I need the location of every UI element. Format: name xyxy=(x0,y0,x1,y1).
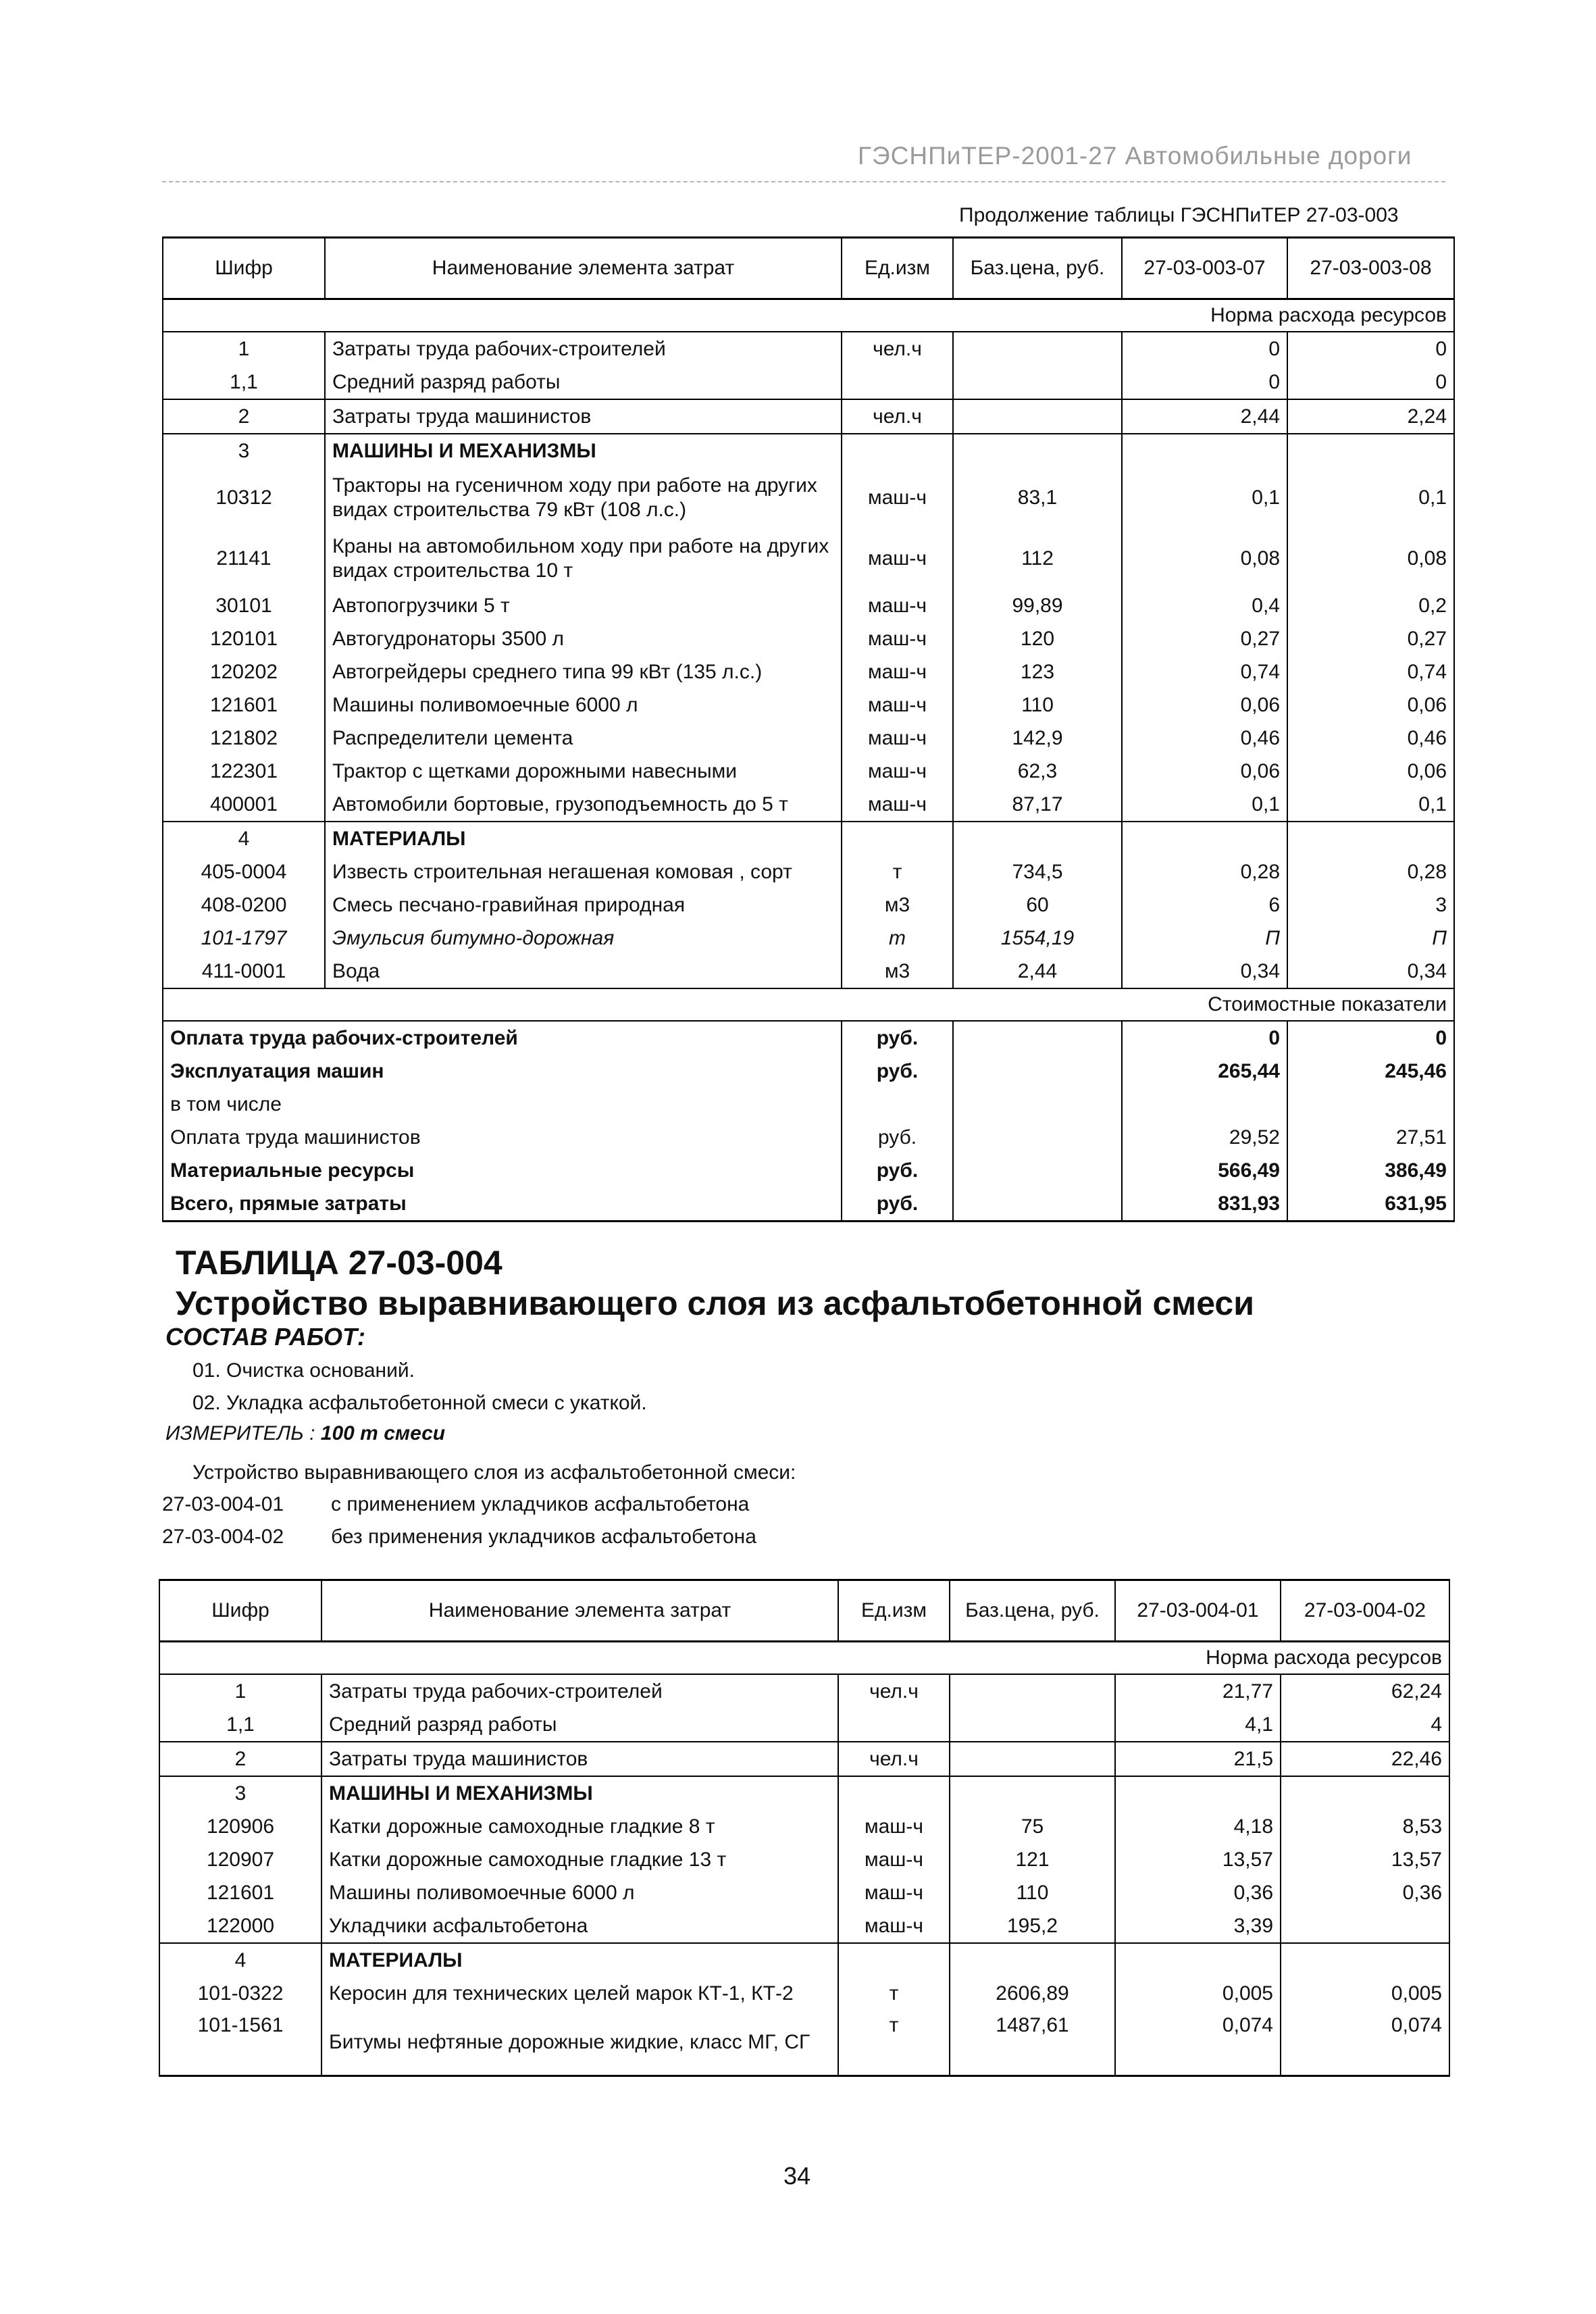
cell-code: 1 xyxy=(163,332,325,366)
meter-value: 100 т смеси xyxy=(320,1422,446,1444)
cell-code: 405-0004 xyxy=(163,855,325,888)
section-row xyxy=(159,1776,1449,1810)
cell-unit: маш-ч xyxy=(842,722,953,755)
cell-code: 101-0322 xyxy=(159,1977,321,2010)
table-row xyxy=(159,1742,1449,1776)
table-row xyxy=(163,922,1454,955)
header-variant-07: 27-03-003-07 xyxy=(1122,238,1287,299)
cell-price: 62,3 xyxy=(953,755,1122,788)
cell-name: Трактор с щетками дорожными навесными xyxy=(325,755,842,788)
cell-name: Известь строительная негашеная комовая , сорт xyxy=(325,855,842,888)
cell-price: 120 xyxy=(953,622,1122,655)
cell-price: 2,44 xyxy=(953,955,1122,988)
cell-value: П xyxy=(1122,922,1287,955)
cell-code: 122301 xyxy=(163,755,325,788)
cost-value: 265,44 xyxy=(1122,1055,1287,1088)
cell-code: 400001 xyxy=(163,788,325,822)
cell-code: 101-1561 xyxy=(159,2010,321,2076)
cell-unit: т xyxy=(842,855,953,888)
cell-unit xyxy=(838,1943,950,1977)
cell-unit: м3 xyxy=(842,888,953,922)
cost-row xyxy=(163,1088,1454,1121)
cell-unit: маш-ч xyxy=(842,622,953,655)
cell-value: 62,24 xyxy=(1281,1674,1449,1708)
cost-value: 29,52 xyxy=(1122,1121,1287,1154)
page-number: 34 xyxy=(783,2162,811,2190)
cell-value xyxy=(1122,822,1287,855)
section-title: МАТЕРИАЛЫ xyxy=(325,822,842,855)
cell-unit xyxy=(842,434,953,468)
table-row xyxy=(163,788,1454,822)
cell-code: 411-0001 xyxy=(163,955,325,988)
table-row xyxy=(159,1674,1449,1708)
header-unit: Ед.изм xyxy=(838,1580,950,1642)
cell-value: 0,4 xyxy=(1122,589,1287,622)
header-name: Наименование элемента затрат xyxy=(321,1580,838,1642)
cell-value: 0,36 xyxy=(1115,1876,1281,1909)
section-row xyxy=(163,822,1454,855)
cell-name: Средний разряд работы xyxy=(325,366,842,399)
cell-unit: чел.ч xyxy=(842,399,953,434)
cell-value: 21,5 xyxy=(1115,1742,1281,1776)
cell-unit: м3 xyxy=(842,955,953,988)
cost-empty xyxy=(953,1088,1122,1121)
cost-row xyxy=(163,1021,1454,1055)
cell-unit: т xyxy=(842,922,953,955)
section-title: МАШИНЫ И МЕХАНИЗМЫ xyxy=(321,1776,838,1810)
cell-price: 83,1 xyxy=(953,468,1122,528)
cell-code: 120101 xyxy=(163,622,325,655)
cell-name: Затраты труда рабочих-строителей xyxy=(321,1674,838,1708)
variant-text: без применения укладчиков асфальтобетона xyxy=(331,1526,756,1548)
cell-code: 10312 xyxy=(163,468,325,528)
table-row xyxy=(163,622,1454,655)
cost-table-27-03-004 xyxy=(159,1579,1450,2077)
cost-row xyxy=(163,1187,1454,1222)
cell-code: 1,1 xyxy=(159,1708,321,1742)
cell-price xyxy=(950,1674,1115,1708)
table-continuation-label: Продолжение таблицы ГЭСНПиТЕР 27-03-003 xyxy=(959,204,1399,226)
operation-item: 02. Укладка асфальтобетонной смеси с укаткой. xyxy=(192,1392,647,1414)
cell-price: 142,9 xyxy=(953,722,1122,755)
norm-label-row xyxy=(163,299,1454,332)
cost-name: Всего, прямые затраты xyxy=(163,1187,842,1222)
table-row xyxy=(163,722,1454,755)
cost-row xyxy=(163,1055,1454,1088)
table-row xyxy=(163,655,1454,688)
cell-price: 60 xyxy=(953,888,1122,922)
cell-name: Битумы нефтяные дорожные жидкие, класс МГ, СГ xyxy=(321,2010,838,2076)
cell-unit: т xyxy=(838,1977,950,2010)
cell-value: 0,06 xyxy=(1122,688,1287,722)
table-row xyxy=(163,366,1454,399)
cell-value: 2,44 xyxy=(1122,399,1287,434)
cell-name: Машины поливомоечные 6000 л xyxy=(321,1876,838,1909)
cost-label-row xyxy=(163,988,1454,1021)
cell-name: Распределители цемента xyxy=(325,722,842,755)
cell-price: 87,17 xyxy=(953,788,1122,822)
cell-price: 75 xyxy=(950,1810,1115,1843)
cost-unit: руб. xyxy=(842,1121,953,1154)
cost-unit: руб. xyxy=(842,1187,953,1222)
cell-value: 4 xyxy=(1281,1708,1449,1742)
variant-description: Устройство выравнивающего слоя из асфальтобетонной смеси: xyxy=(192,1461,796,1484)
table-subtitle: Устройство выравнивающего слоя из асфальтобетонной смеси xyxy=(176,1284,1254,1322)
norm-label-row xyxy=(159,1642,1449,1675)
cell-code: 1,1 xyxy=(163,366,325,399)
cell-price xyxy=(953,366,1122,399)
meter-label: ИЗМЕРИТЕЛЬ : xyxy=(165,1422,315,1444)
variant-text: с применением укладчиков асфальтобетона xyxy=(331,1493,750,1515)
cell-value: 0,27 xyxy=(1122,622,1287,655)
cell-unit: маш-ч xyxy=(838,1876,950,1909)
cell-price: 99,89 xyxy=(953,589,1122,622)
header-code: Шифр xyxy=(163,238,325,299)
cell-code: 121802 xyxy=(163,722,325,755)
table-header-row xyxy=(159,1580,1449,1642)
cell-value: 0,36 xyxy=(1281,1876,1449,1909)
cell-value: 0,74 xyxy=(1122,655,1287,688)
cost-label: Стоимостные показатели xyxy=(163,988,1454,1021)
cost-value: 386,49 xyxy=(1287,1154,1454,1187)
cell-unit: маш-ч xyxy=(842,655,953,688)
cell-value: 0,1 xyxy=(1122,788,1287,822)
cell-name: Автогрейдеры среднего типа 99 кВт (135 л.с.) xyxy=(325,655,842,688)
cell-value: 0,1 xyxy=(1287,468,1454,528)
cell-code: 122000 xyxy=(159,1909,321,1943)
cell-value: 0,06 xyxy=(1287,688,1454,722)
table-row xyxy=(163,332,1454,366)
cell-code: 101-1797 xyxy=(163,922,325,955)
cell-value: 0,074 xyxy=(1115,2010,1281,2076)
cell-price xyxy=(950,1742,1115,1776)
cell-value: 0,06 xyxy=(1122,755,1287,788)
cell-price: 2606,89 xyxy=(950,1977,1115,2010)
cell-value xyxy=(1115,1943,1281,1977)
cell-value: 4,18 xyxy=(1115,1810,1281,1843)
cell-unit xyxy=(838,1708,950,1742)
cell-code: 4 xyxy=(163,822,325,855)
cost-name: Материальные ресурсы xyxy=(163,1154,842,1187)
composition-label: СОСТАВ РАБОТ: xyxy=(165,1323,365,1351)
cell-name: Автогудронаторы 3500 л xyxy=(325,622,842,655)
cost-empty xyxy=(953,1121,1122,1154)
cell-value: 22,46 xyxy=(1281,1742,1449,1776)
section-title: МАШИНЫ И МЕХАНИЗМЫ xyxy=(325,434,842,468)
cell-price: 121 xyxy=(950,1843,1115,1876)
cell-price: 195,2 xyxy=(950,1909,1115,1943)
cost-empty xyxy=(953,1187,1122,1222)
cost-row xyxy=(163,1121,1454,1154)
cell-value xyxy=(1287,434,1454,468)
cell-value: 4,1 xyxy=(1115,1708,1281,1742)
cost-table-27-03-003 xyxy=(162,236,1455,1222)
cell-value: 0 xyxy=(1122,332,1287,366)
cell-value: 2,24 xyxy=(1287,399,1454,434)
cell-unit: чел.ч xyxy=(838,1742,950,1776)
cell-code: 121601 xyxy=(163,688,325,722)
cell-price xyxy=(953,434,1122,468)
table-title: ТАБЛИЦА 27-03-004 xyxy=(176,1244,503,1282)
cell-value: 0,08 xyxy=(1287,528,1454,589)
cost-value: 631,95 xyxy=(1287,1187,1454,1222)
cell-value: 0 xyxy=(1287,366,1454,399)
cell-price: 110 xyxy=(950,1876,1115,1909)
cost-value xyxy=(1287,1088,1454,1121)
cell-name: Смесь песчано-гравийная природная xyxy=(325,888,842,922)
cost-unit xyxy=(842,1088,953,1121)
cost-unit: руб. xyxy=(842,1055,953,1088)
cell-name: Эмульсия битумно-дорожная xyxy=(325,922,842,955)
cell-price: 1487,61 xyxy=(950,2010,1115,2076)
cell-price: 734,5 xyxy=(953,855,1122,888)
cost-value: 831,93 xyxy=(1122,1187,1287,1222)
cell-name: Затраты труда машинистов xyxy=(325,399,842,434)
section-title: МАТЕРИАЛЫ xyxy=(321,1943,838,1977)
cell-unit: маш-ч xyxy=(842,688,953,722)
cell-code: 4 xyxy=(159,1943,321,1977)
cell-unit xyxy=(838,1776,950,1810)
cell-value: 0,34 xyxy=(1122,955,1287,988)
table-row xyxy=(163,755,1454,788)
cell-value: 0,34 xyxy=(1287,955,1454,988)
cell-code: 2 xyxy=(163,399,325,434)
cell-name: Керосин для технических целей марок КТ-1, КТ-2 xyxy=(321,1977,838,2010)
cell-unit: маш-ч xyxy=(842,468,953,528)
cell-value: 0,005 xyxy=(1281,1977,1449,2010)
cost-name: в том числе xyxy=(163,1088,842,1121)
section-row xyxy=(159,1943,1449,1977)
cell-value: 0,005 xyxy=(1115,1977,1281,2010)
header-variant-02: 27-03-004-02 xyxy=(1281,1580,1449,1642)
variant-code: 27-03-004-02 xyxy=(162,1526,284,1548)
cell-code: 121601 xyxy=(159,1876,321,1909)
cell-value xyxy=(1122,434,1287,468)
cell-code: 1 xyxy=(159,1674,321,1708)
cell-value: 0,06 xyxy=(1287,755,1454,788)
cell-price xyxy=(950,1708,1115,1742)
cost-value: 566,49 xyxy=(1122,1154,1287,1187)
table-header-row xyxy=(163,238,1454,299)
cell-name: Средний разряд работы xyxy=(321,1708,838,1742)
cell-name: Катки дорожные самоходные гладкие 13 т xyxy=(321,1843,838,1876)
running-header: ГЭСНПиТЕР-2001-27 Автомобильные дороги xyxy=(858,142,1412,170)
cell-unit: маш-ч xyxy=(838,1810,950,1843)
cell-value: 0 xyxy=(1122,366,1287,399)
cell-value: 0,27 xyxy=(1287,622,1454,655)
cell-value: 0,46 xyxy=(1287,722,1454,755)
cell-unit xyxy=(842,366,953,399)
header-code: Шифр xyxy=(159,1580,321,1642)
cell-value: 13,57 xyxy=(1115,1843,1281,1876)
cell-value xyxy=(1115,1776,1281,1810)
cell-value xyxy=(1287,822,1454,855)
cell-name: Затраты труда машинистов xyxy=(321,1742,838,1776)
cell-value xyxy=(1281,1943,1449,1977)
section-row xyxy=(163,434,1454,468)
variant-code: 27-03-004-01 xyxy=(162,1493,284,1515)
cell-value: 3 xyxy=(1287,888,1454,922)
cost-empty xyxy=(953,1055,1122,1088)
norm-label: Норма расхода ресурсов xyxy=(163,299,1454,332)
table-row xyxy=(163,589,1454,622)
cost-unit: руб. xyxy=(842,1154,953,1187)
cell-value: 8,53 xyxy=(1281,1810,1449,1843)
cell-code: 3 xyxy=(163,434,325,468)
cell-price xyxy=(950,1776,1115,1810)
cell-unit xyxy=(842,822,953,855)
cost-value: 0 xyxy=(1287,1021,1454,1055)
table-row xyxy=(159,1708,1449,1742)
cell-code: 408-0200 xyxy=(163,888,325,922)
table-row xyxy=(159,1977,1449,2010)
cost-value: 0 xyxy=(1122,1021,1287,1055)
cell-name: Тракторы на гусеничном ходу при работе на других видах строительства 79 кВт (108 л.с.) xyxy=(325,468,842,528)
cell-name: Затраты труда рабочих-строителей xyxy=(325,332,842,366)
cell-unit: чел.ч xyxy=(838,1674,950,1708)
cell-value: 0,074 xyxy=(1281,2010,1449,2076)
cell-value: 0,08 xyxy=(1122,528,1287,589)
operation-item: 01. Очистка оснований. xyxy=(192,1359,415,1382)
header-name: Наименование элемента затрат xyxy=(325,238,842,299)
cell-name: Укладчики асфальтобетона xyxy=(321,1909,838,1943)
cell-code: 120202 xyxy=(163,655,325,688)
cost-value xyxy=(1122,1088,1287,1121)
table-row xyxy=(159,1876,1449,1909)
cell-price: 1554,19 xyxy=(953,922,1122,955)
cell-price xyxy=(953,399,1122,434)
cell-code: 30101 xyxy=(163,589,325,622)
table-row xyxy=(163,955,1454,988)
cell-name: Краны на автомобильном ходу при работе на других видах строительства 10 т xyxy=(325,528,842,589)
cell-value xyxy=(1281,1909,1449,1943)
cell-value: 0,28 xyxy=(1122,855,1287,888)
cell-value: П xyxy=(1287,922,1454,955)
cost-unit: руб. xyxy=(842,1021,953,1055)
cost-row xyxy=(163,1154,1454,1187)
cell-unit: маш-ч xyxy=(842,788,953,822)
cost-empty xyxy=(953,1154,1122,1187)
cell-name: Автопогрузчики 5 т xyxy=(325,589,842,622)
cost-name: Оплата труда машинистов xyxy=(163,1121,842,1154)
header-variant-08: 27-03-003-08 xyxy=(1287,238,1454,299)
cell-price xyxy=(950,1943,1115,1977)
table-row xyxy=(159,2010,1449,2076)
norm-label: Норма расхода ресурсов xyxy=(159,1642,1449,1675)
measurement-line xyxy=(165,1422,445,1445)
cell-unit: т xyxy=(838,2010,950,2076)
cell-price: 110 xyxy=(953,688,1122,722)
cost-name: Эксплуатация машин xyxy=(163,1055,842,1088)
cell-value: 0,28 xyxy=(1287,855,1454,888)
cell-unit: чел.ч xyxy=(842,332,953,366)
table-row xyxy=(163,528,1454,589)
header-unit: Ед.изм xyxy=(842,238,953,299)
cell-price: 123 xyxy=(953,655,1122,688)
header-base-price: Баз.цена, руб. xyxy=(953,238,1122,299)
cell-name: Автомобили бортовые, грузоподъемность до 5 т xyxy=(325,788,842,822)
cell-unit: маш-ч xyxy=(842,589,953,622)
header-base-price: Баз.цена, руб. xyxy=(950,1580,1115,1642)
cell-name: Вода xyxy=(325,955,842,988)
table-row xyxy=(159,1810,1449,1843)
cell-code: 21141 xyxy=(163,528,325,589)
cell-value: 21,77 xyxy=(1115,1674,1281,1708)
table-row xyxy=(163,855,1454,888)
cell-code: 2 xyxy=(159,1742,321,1776)
cell-value: 0,74 xyxy=(1287,655,1454,688)
table-row xyxy=(159,1843,1449,1876)
cell-value: 0,2 xyxy=(1287,589,1454,622)
table-row xyxy=(163,468,1454,528)
cell-unit: маш-ч xyxy=(838,1843,950,1876)
header-variant-01: 27-03-004-01 xyxy=(1115,1580,1281,1642)
header-rule xyxy=(162,181,1445,182)
cost-empty xyxy=(953,1021,1122,1055)
cell-price xyxy=(953,822,1122,855)
cell-value: 0,1 xyxy=(1122,468,1287,528)
cell-code: 120907 xyxy=(159,1843,321,1876)
table-row xyxy=(163,399,1454,434)
table-row xyxy=(159,1909,1449,1943)
cost-value: 27,51 xyxy=(1287,1121,1454,1154)
cell-value: 6 xyxy=(1122,888,1287,922)
cell-value: 0,46 xyxy=(1122,722,1287,755)
cell-price: 112 xyxy=(953,528,1122,589)
cell-code: 120906 xyxy=(159,1810,321,1843)
cell-value: 0,1 xyxy=(1287,788,1454,822)
table-row xyxy=(163,688,1454,722)
cell-value xyxy=(1281,1776,1449,1810)
cost-name: Оплата труда рабочих-строителей xyxy=(163,1021,842,1055)
cell-unit: маш-ч xyxy=(842,755,953,788)
cell-name: Катки дорожные самоходные гладкие 8 т xyxy=(321,1810,838,1843)
cost-value: 245,46 xyxy=(1287,1055,1454,1088)
cell-price xyxy=(953,332,1122,366)
cell-value: 13,57 xyxy=(1281,1843,1449,1876)
cell-value: 0 xyxy=(1287,332,1454,366)
cell-unit: маш-ч xyxy=(842,528,953,589)
cell-unit: маш-ч xyxy=(838,1909,950,1943)
cell-code: 3 xyxy=(159,1776,321,1810)
cell-name: Машины поливомоечные 6000 л xyxy=(325,688,842,722)
cell-value: 3,39 xyxy=(1115,1909,1281,1943)
table-row xyxy=(163,888,1454,922)
